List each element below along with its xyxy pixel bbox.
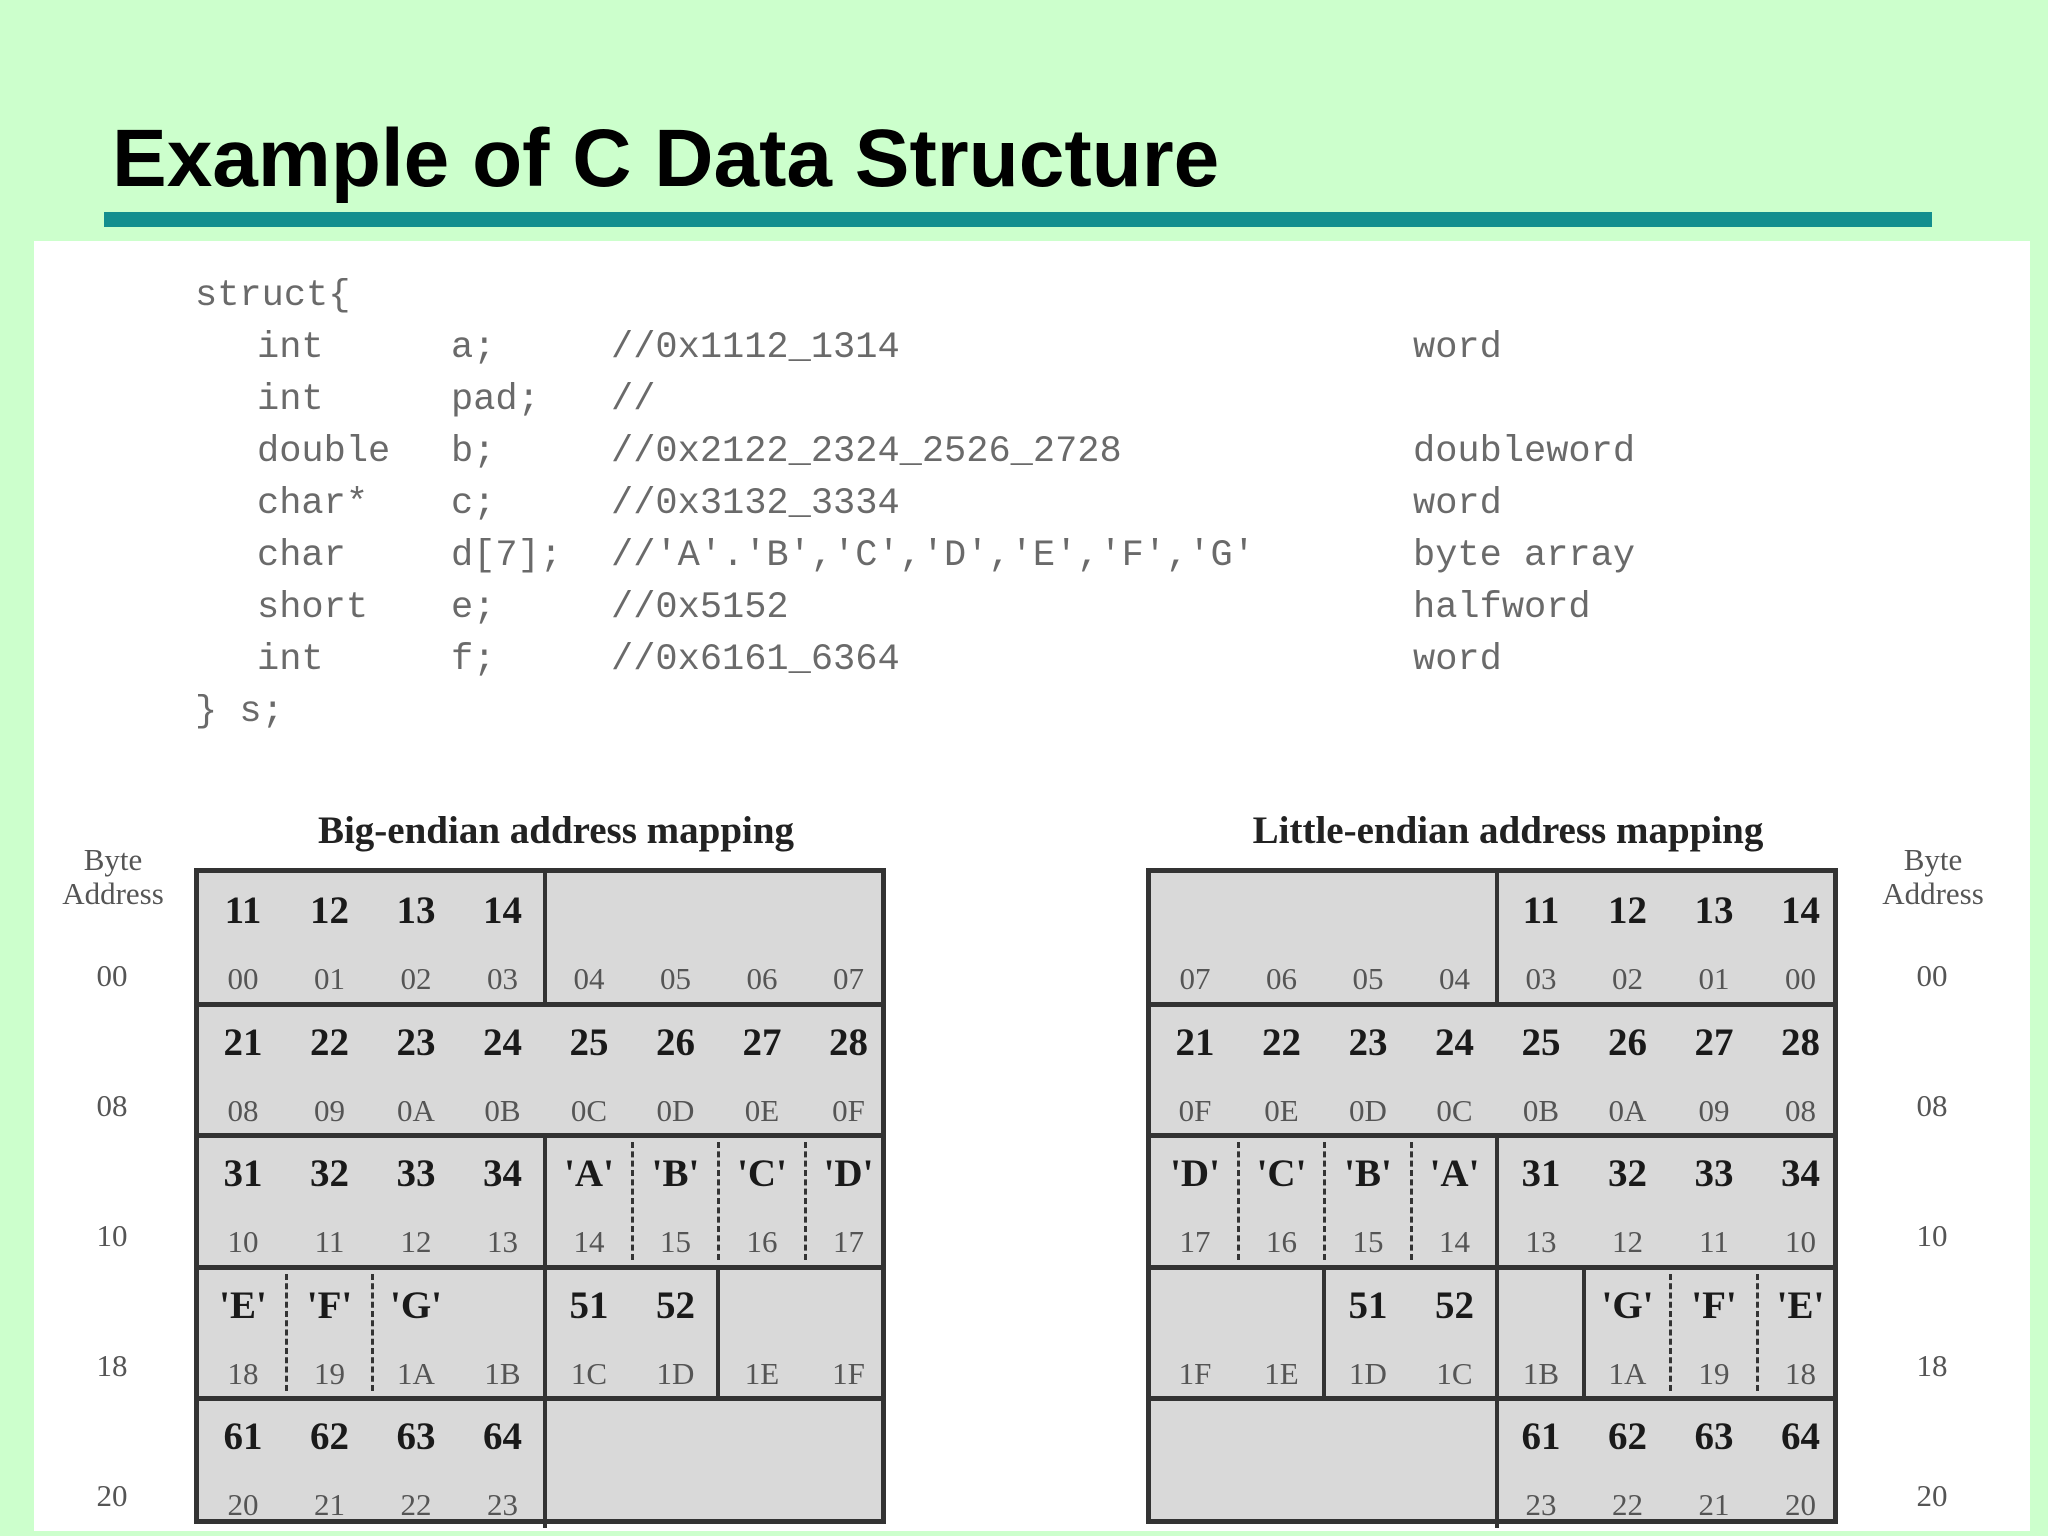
byte-value: 12 [310, 889, 349, 932]
field-divider [1495, 873, 1499, 1002]
byte-value: 33 [1694, 1152, 1734, 1195]
byte-offset: 1C [570, 1355, 608, 1391]
byte-offset: 23 [487, 1487, 518, 1522]
code-desc: word [1413, 327, 1502, 369]
byte-value: 'B' [651, 1152, 700, 1195]
byte-offset: 08 [1785, 1092, 1816, 1128]
byte-value: 'G' [389, 1283, 442, 1327]
code-name: c; [451, 483, 496, 525]
byte-offset: 18 [1785, 1355, 1816, 1391]
code-comment: //0x6161_6364 [611, 639, 900, 681]
byte-offset: 11 [1699, 1224, 1729, 1259]
byte-offset: 06 [746, 961, 778, 996]
byte-value: 31 [223, 1152, 263, 1195]
code-comment: //0x5152 [611, 587, 789, 629]
byte-offset: 16 [746, 1224, 778, 1259]
byte-offset: 10 [227, 1224, 259, 1259]
byte-value: 'D' [1170, 1152, 1220, 1195]
byte-address: 00 [96, 958, 128, 993]
byte-address: 08 [1916, 1088, 1948, 1123]
byte-offset: 01 [1698, 961, 1730, 996]
byte-value: 'F' [1691, 1283, 1737, 1327]
byte-offset: 0B [484, 1092, 521, 1128]
field-divider [1495, 1399, 1499, 1528]
code-comment: // [611, 379, 656, 421]
byte-divider [717, 1142, 720, 1260]
byte-offset: 22 [400, 1487, 432, 1522]
code-name: b; [451, 431, 496, 473]
byte-offset: 0C [570, 1092, 608, 1128]
title-underline [104, 212, 1932, 227]
row-divider [199, 1002, 881, 1007]
code-type: int [257, 327, 324, 369]
byte-offset: 05 [660, 961, 691, 996]
byte-address: 00 [1916, 958, 1948, 993]
byte-value: 51 [569, 1283, 609, 1327]
byte-offset: 10 [1785, 1224, 1816, 1259]
code-type: char* [257, 483, 369, 525]
field-divider [1322, 1268, 1326, 1397]
byte-offset: 0A [397, 1092, 435, 1128]
byte-offset: 04 [1439, 961, 1470, 996]
byte-value: 23 [1348, 1020, 1388, 1064]
code-comment: //0x1112_1314 [611, 327, 900, 369]
byte-value: 'B' [1344, 1152, 1392, 1195]
byte-offset: 21 [314, 1487, 345, 1522]
address-header-line: Address [62, 876, 164, 911]
code-type: char [257, 535, 346, 577]
byte-offset: 19 [1698, 1355, 1730, 1391]
byte-value: 62 [1608, 1415, 1647, 1458]
byte-offset: 17 [1179, 1224, 1211, 1259]
byte-offset: 0B [1522, 1092, 1560, 1128]
byte-value: 22 [310, 1020, 349, 1064]
byte-offset: 0F [1178, 1092, 1212, 1128]
byte-offset: 12 [1612, 1224, 1643, 1259]
byte-value: 12 [1608, 889, 1647, 932]
field-divider [543, 1399, 547, 1528]
byte-value: 61 [223, 1415, 263, 1458]
byte-value: 63 [1694, 1415, 1734, 1458]
byte-value: 26 [656, 1020, 695, 1064]
byte-offset: 18 [227, 1355, 259, 1391]
byte-offset: 06 [1266, 961, 1297, 996]
byte-address: 18 [1916, 1348, 1948, 1383]
little-endian-grid [1146, 868, 1838, 1524]
byte-offset: 16 [1266, 1224, 1297, 1259]
address-header-line: Byte [1903, 842, 1963, 877]
byte-offset: 1E [1264, 1355, 1299, 1391]
byte-offset: 23 [1525, 1487, 1557, 1522]
code-desc: halfword [1413, 587, 1591, 629]
byte-value: 'C' [1256, 1152, 1307, 1195]
byte-offset: 0D [656, 1092, 695, 1128]
byte-offset: 12 [400, 1224, 432, 1259]
byte-value: 28 [1781, 1020, 1820, 1064]
byte-value: 'E' [219, 1283, 267, 1327]
byte-offset: 00 [227, 961, 259, 996]
byte-value: 21 [223, 1020, 263, 1064]
code-type: int [257, 639, 324, 681]
code-type: short [257, 587, 369, 629]
byte-offset: 05 [1352, 961, 1384, 996]
byte-offset: 1E [744, 1355, 780, 1391]
byte-offset: 1A [1608, 1355, 1647, 1391]
byte-value: 25 [569, 1020, 609, 1064]
row-divider [1151, 1133, 1833, 1138]
byte-value: 'A' [1429, 1152, 1480, 1195]
byte-value: 'A' [564, 1152, 614, 1195]
byte-divider [1410, 1142, 1413, 1260]
field-divider [543, 873, 547, 1002]
byte-offset: 03 [1525, 961, 1557, 996]
byte-offset: 07 [833, 961, 864, 996]
byte-value: 14 [483, 889, 522, 932]
byte-address: 10 [96, 1218, 128, 1253]
byte-value: 23 [396, 1020, 436, 1064]
byte-value: 27 [1694, 1020, 1734, 1064]
byte-value: 52 [1435, 1283, 1474, 1327]
byte-offset: 17 [833, 1224, 864, 1259]
byte-offset: 09 [1698, 1092, 1730, 1128]
byte-value: 11 [224, 889, 262, 932]
byte-value: 33 [396, 1152, 436, 1195]
byte-value: 32 [1608, 1152, 1647, 1195]
byte-value: 'E' [1776, 1283, 1825, 1327]
byte-offset: 13 [1525, 1224, 1557, 1259]
byte-offset: 13 [487, 1224, 518, 1259]
byte-divider [804, 1142, 807, 1260]
code-type: double [257, 431, 391, 473]
byte-offset: 0A [1608, 1092, 1647, 1128]
byte-offset: 1A [397, 1355, 435, 1391]
byte-divider [1323, 1142, 1326, 1260]
byte-value: 24 [1435, 1020, 1474, 1064]
little-endian-address-header [1868, 843, 1998, 911]
byte-value: 24 [483, 1020, 522, 1064]
big-endian-grid [194, 868, 886, 1524]
byte-offset: 1F [1178, 1355, 1212, 1391]
byte-offset: 02 [1612, 961, 1643, 996]
byte-value: 34 [1781, 1152, 1820, 1195]
byte-value: 51 [1348, 1283, 1388, 1327]
byte-offset: 01 [314, 961, 345, 996]
byte-offset: 22 [1612, 1487, 1643, 1522]
byte-value: 61 [1521, 1415, 1561, 1458]
byte-value: 63 [396, 1415, 436, 1458]
byte-value: 52 [656, 1283, 695, 1327]
byte-offset: 1F [832, 1355, 865, 1391]
byte-address: 10 [1916, 1218, 1948, 1253]
row-divider [199, 1396, 881, 1401]
byte-offset: 14 [1439, 1224, 1470, 1259]
field-divider [1582, 1268, 1586, 1397]
byte-offset: 07 [1179, 961, 1211, 996]
byte-divider [1237, 1142, 1240, 1260]
byte-offset: 0D [1349, 1092, 1387, 1128]
field-divider [543, 1268, 547, 1397]
code-desc: word [1413, 483, 1502, 525]
byte-value: 34 [483, 1152, 522, 1195]
byte-offset: 20 [227, 1487, 259, 1522]
byte-address: 20 [96, 1478, 128, 1513]
code-type: int [257, 379, 324, 421]
big-endian-title: Big-endian address mapping [317, 809, 795, 852]
byte-value: 31 [1521, 1152, 1561, 1195]
byte-offset: 0F [832, 1092, 865, 1128]
byte-offset: 1C [1436, 1355, 1473, 1391]
code-desc: doubleword [1413, 431, 1636, 473]
byte-divider [1669, 1274, 1672, 1392]
byte-value: 64 [1781, 1415, 1820, 1458]
row-divider [1151, 1396, 1833, 1401]
code-type: } s; [195, 691, 284, 733]
byte-value: 64 [483, 1415, 522, 1458]
row-divider [199, 1133, 881, 1138]
byte-value: 22 [1262, 1020, 1301, 1064]
byte-value: 13 [396, 889, 436, 932]
byte-offset: 11 [314, 1224, 345, 1259]
byte-offset: 0E [1264, 1092, 1299, 1128]
code-desc: byte array [1413, 535, 1636, 577]
byte-divider [285, 1274, 288, 1392]
byte-offset: 21 [1698, 1487, 1730, 1522]
row-divider [1151, 1002, 1833, 1007]
row-divider [1151, 1265, 1833, 1270]
code-name: f; [451, 639, 496, 681]
byte-value: 27 [742, 1020, 782, 1064]
byte-offset: 08 [227, 1092, 259, 1128]
byte-value: 26 [1608, 1020, 1647, 1064]
byte-value: 'D' [823, 1152, 874, 1195]
byte-offset: 03 [487, 961, 518, 996]
field-divider [1495, 1136, 1499, 1265]
byte-value: 14 [1781, 889, 1820, 932]
byte-divider [371, 1274, 374, 1392]
code-type: struct{ [195, 275, 351, 317]
byte-value: 28 [829, 1020, 868, 1064]
code-comment: //0x3132_3334 [611, 483, 900, 525]
byte-offset: 02 [400, 961, 432, 996]
byte-divider [631, 1142, 634, 1260]
address-header-line: Byte [83, 842, 143, 877]
byte-offset: 0C [1436, 1092, 1473, 1128]
code-name: e; [451, 587, 496, 629]
byte-value: 'F' [306, 1283, 353, 1327]
byte-value: 'C' [737, 1152, 787, 1195]
code-name: a; [451, 327, 496, 369]
big-endian-address-header [48, 843, 178, 911]
row-divider [199, 1265, 881, 1270]
byte-divider [1756, 1274, 1759, 1392]
byte-offset: 1B [484, 1355, 521, 1391]
field-divider [1495, 1268, 1499, 1397]
byte-offset: 1D [656, 1355, 695, 1391]
byte-value: 32 [310, 1152, 349, 1195]
byte-offset: 19 [314, 1355, 345, 1391]
code-name: pad; [451, 379, 540, 421]
byte-offset: 1D [1349, 1355, 1387, 1391]
field-divider [716, 1268, 720, 1397]
byte-offset: 14 [573, 1224, 605, 1259]
byte-address: 08 [96, 1088, 128, 1123]
byte-offset: 15 [660, 1224, 691, 1259]
byte-value: 'G' [1601, 1283, 1654, 1327]
byte-offset: 04 [573, 961, 605, 996]
byte-offset: 1B [1522, 1355, 1560, 1391]
byte-offset: 0E [744, 1092, 780, 1128]
byte-value: 21 [1175, 1020, 1215, 1064]
byte-value: 62 [310, 1415, 349, 1458]
slide-title: Example of C Data Structure [112, 113, 1220, 204]
code-desc: word [1413, 639, 1502, 681]
byte-offset: 00 [1785, 961, 1816, 996]
byte-offset: 09 [314, 1092, 345, 1128]
address-header-line: Address [1882, 876, 1984, 911]
little-endian-title: Little-endian address mapping [1252, 809, 1764, 852]
byte-offset: 15 [1352, 1224, 1384, 1259]
byte-address: 18 [96, 1348, 128, 1383]
code-name: d[7]; [451, 535, 563, 577]
byte-value: 25 [1521, 1020, 1561, 1064]
byte-value: 11 [1522, 889, 1560, 932]
byte-value: 13 [1694, 889, 1734, 932]
field-divider [543, 1136, 547, 1265]
byte-offset: 20 [1785, 1487, 1816, 1522]
code-comment: //'A'.'B','C','D','E','F','G' [611, 535, 1255, 577]
byte-address: 20 [1916, 1478, 1948, 1513]
code-comment: //0x2122_2324_2526_2728 [611, 431, 1122, 473]
